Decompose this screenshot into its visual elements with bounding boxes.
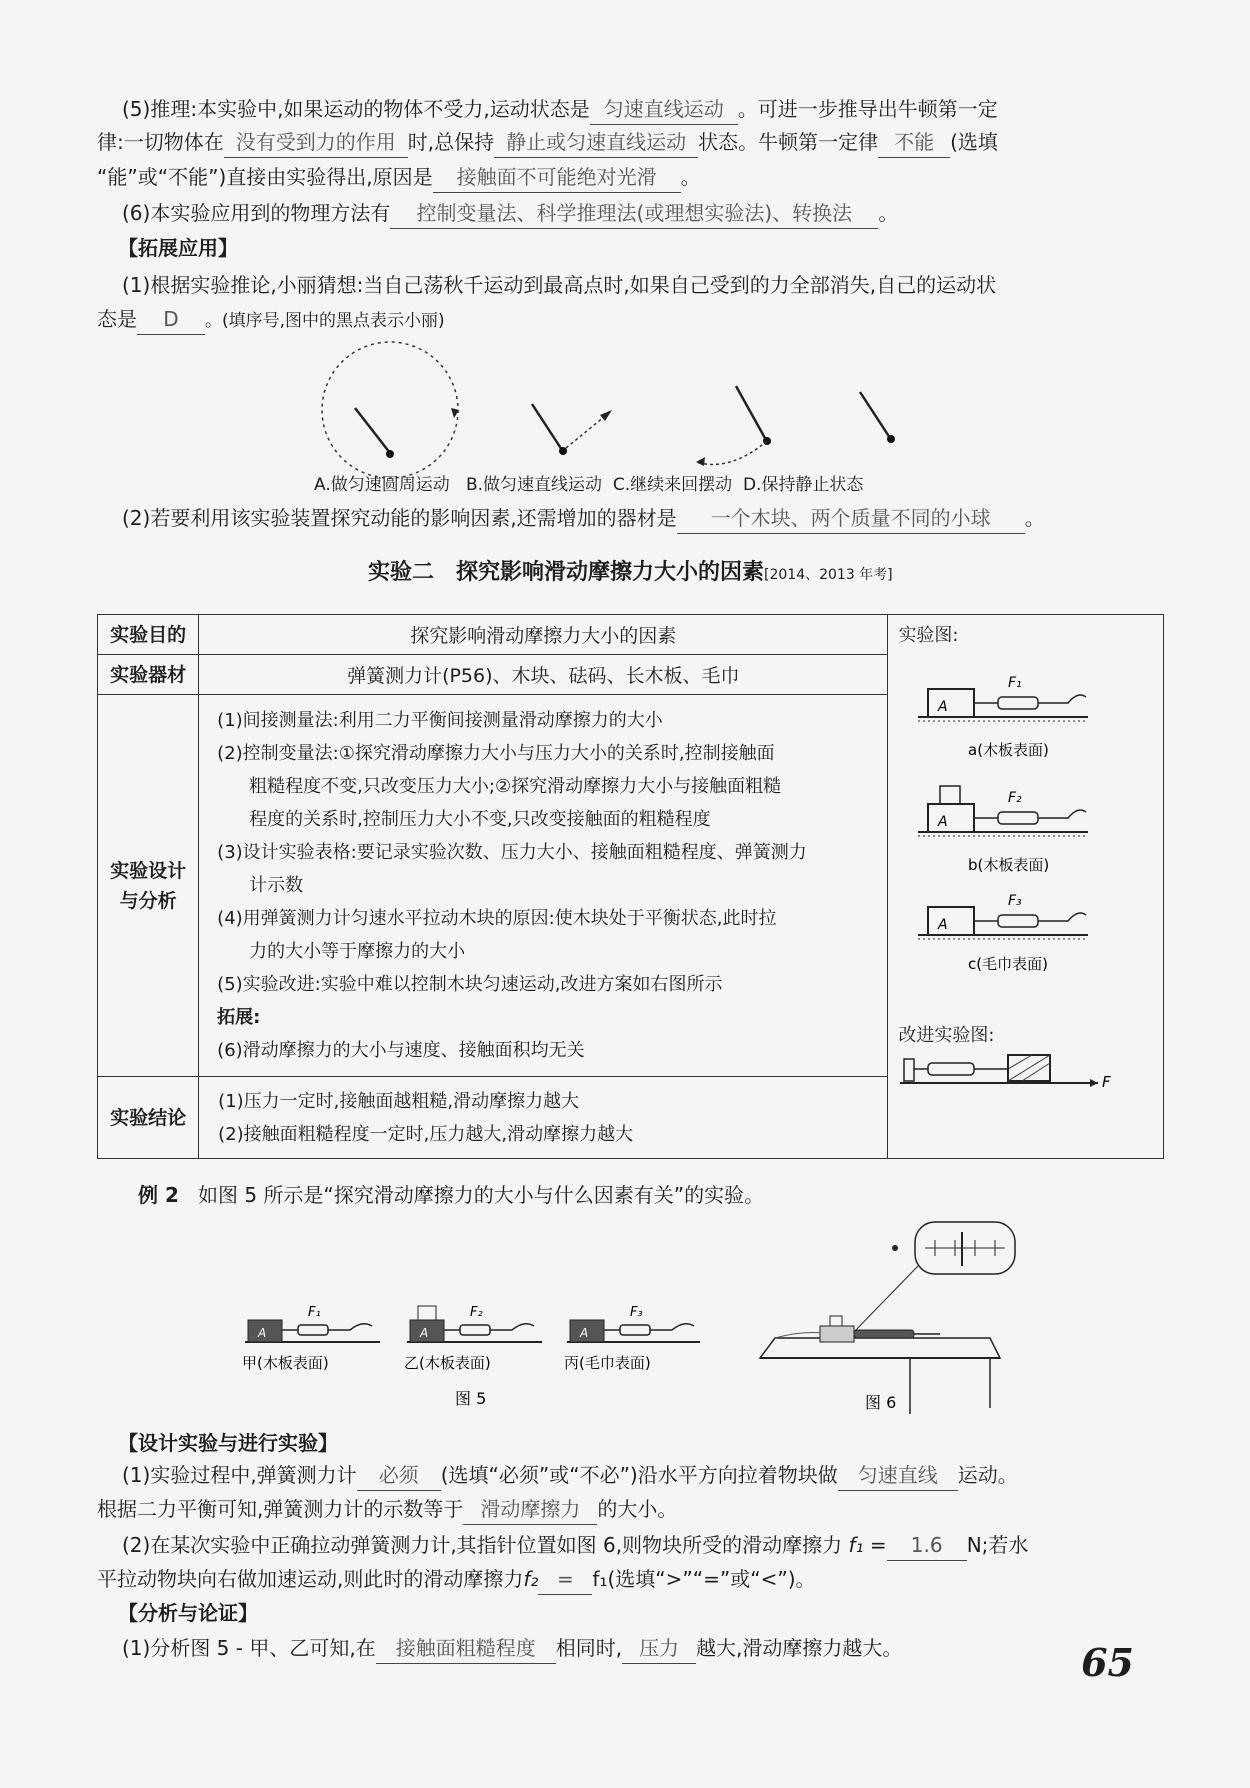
answer-blank: 接触面粗糙程度 — [376, 1633, 556, 1664]
ex2-text: 平拉动物块向右做加速运动,则此时的滑动摩擦力 — [97, 1567, 524, 1591]
block-label: A — [580, 1326, 589, 1340]
option-d-diagram — [860, 392, 895, 443]
example-2-header — [138, 1180, 1250, 1210]
conclusion-label: 实验结论 — [98, 1077, 199, 1159]
improve-title: 改进实验图: — [898, 1025, 995, 1046]
ext-q1-line2 — [97, 304, 1250, 336]
answer-blank: 匀速直线 — [838, 1460, 958, 1491]
ex2-text: 运动。 — [957, 1463, 1018, 1487]
ex2-text: 根据二力平衡可知,弹簧测力计的示数等于 — [97, 1497, 464, 1521]
design-content — [199, 695, 888, 1077]
p5-text-e: 状态。牛顿第一定律 — [698, 130, 879, 154]
ex2-q1-line1 — [122, 1460, 1250, 1491]
design-item: 力的大小等于摩擦力的大小 — [249, 941, 466, 962]
ex2-text: (选填“必须”或“不必”)沿水平方向拉着物块做 — [440, 1463, 838, 1487]
answer-blank: 压力 — [622, 1633, 696, 1664]
design-label — [98, 695, 199, 1077]
block-label: A — [938, 917, 949, 933]
swing-option-labels — [314, 470, 1250, 500]
force-label: F₁ — [1008, 675, 1023, 691]
design-item: (5)实验改进:实验中难以控制木块匀速运动,改进方案如右图所示 — [217, 974, 723, 995]
p5-line2 — [97, 127, 1250, 158]
answer-blank: D — [137, 304, 205, 335]
setup-c — [918, 893, 1088, 973]
ex2-text: f₁(选填“>”“=”或“<”)。 — [592, 1567, 816, 1591]
option-a-diagram — [322, 342, 459, 478]
p5-text-c: 律:一切物体在 — [97, 130, 224, 154]
design-item: 程度的关系时,控制压力大小不变,只改变接触面的粗糙程度 — [249, 809, 711, 830]
ex2-text: 的大小。 — [597, 1497, 678, 1521]
design-label-line2: 与分析 — [119, 889, 177, 912]
p5-text-g: “能”或“不能”)直接由实验得出,原因是 — [97, 165, 433, 189]
experiment-title — [368, 558, 1250, 590]
p5-text-f: (选填 — [950, 130, 998, 154]
design-item: (4)用弹簧测力计匀速水平拉动木块的原因:使木块处于平衡状态,此时拉 — [217, 908, 777, 929]
design-item: 计示数 — [249, 875, 304, 896]
option-b-label: B.做匀速直线运动 — [465, 475, 603, 495]
design-label-line1: 实验设计 — [110, 859, 187, 882]
ext-text: 。 — [1024, 506, 1045, 530]
answer-blank: 没有受到力的作用 — [224, 127, 408, 158]
option-b-diagram — [532, 404, 612, 455]
experiment-table — [97, 614, 1164, 1159]
section-heading: 【设计实验与进行实验】 — [118, 1431, 338, 1455]
example-label: 例 2 — [138, 1183, 179, 1207]
pic-b-caption: b(木板表面) — [968, 856, 1050, 874]
ex2-q2-line2 — [97, 1564, 1250, 1595]
p5-text-b: 。可进一步推导出牛顿第一定 — [737, 97, 998, 121]
setup-b — [918, 786, 1088, 874]
p6-text-a: (6)本实验应用到的物理方法有 — [122, 201, 391, 225]
ex2-text: (1)分析图 5 - 甲、乙可知,在 — [122, 1636, 376, 1660]
force-label: F₁ — [308, 1305, 321, 1320]
block-label: A — [258, 1326, 267, 1340]
answer-blank: = — [538, 1564, 592, 1595]
ex2-text: (1)实验过程中,弹簧测力计 — [122, 1463, 357, 1487]
ex2-text: 相同时, — [555, 1636, 623, 1660]
p5-text-d: 时,总保持 — [407, 130, 495, 154]
p6-text-b: 。 — [878, 201, 899, 225]
ext-text: 。(填序号,图中的黑点表示小丽) — [205, 311, 445, 331]
exam-year-tag: [2014、2013 年考] — [764, 567, 893, 583]
ext-q1-line1: (1)根据实验推论,小丽猜想:当自己荡秋千运动到最高点时,如果自己受到的力全部消失,自己的运动状 — [122, 273, 997, 297]
fig5-bing-caption: 丙(毛巾表面) — [564, 1354, 651, 1372]
ex2-q1-line2 — [97, 1494, 1250, 1525]
fig5-bing — [564, 1305, 700, 1372]
section-heading: 【分析与论证】 — [118, 1601, 258, 1625]
ext-text: (2)若要利用该实验装置探究动能的影响因素,还需增加的器材是 — [122, 506, 677, 530]
design-item: (1)间接测量法:利用二力平衡间接测量滑动摩擦力的大小 — [217, 710, 663, 731]
force-label: F₂ — [1008, 790, 1023, 806]
answer-blank: 滑动摩擦力 — [463, 1494, 597, 1525]
design-item: (2)控制变量法:①探究滑动摩擦力大小与压力大小的关系时,控制接触面 — [217, 743, 775, 764]
pic-c-caption: c(毛巾表面) — [968, 955, 1049, 973]
design-extension-heading: 拓展: — [217, 1007, 261, 1028]
fig5-yi — [404, 1305, 542, 1372]
force-label: F₃ — [1008, 893, 1023, 909]
equip-value: 弹簧测力计(P56)、木块、砝码、长木板、毛巾 — [199, 655, 888, 695]
block-label: A — [938, 699, 949, 715]
diagram-cell — [888, 615, 1164, 1159]
pic-title: 实验图: — [898, 625, 959, 646]
symbol-f1: f₁ = — [848, 1533, 887, 1557]
p6-line — [122, 198, 1250, 229]
ex2-text: N;若水 — [966, 1533, 1029, 1557]
p5-line1 — [122, 94, 1250, 125]
fig5-jia-caption: 甲(木板表面) — [242, 1354, 329, 1372]
p5-text-a: (5)推理:本实验中,如果运动的物体不受力,运动状态是 — [122, 97, 590, 121]
improved-setup-diagram — [898, 1047, 1133, 1097]
answer-blank: 匀速直线运动 — [590, 94, 738, 125]
answer-blank: 1.6 — [887, 1530, 967, 1561]
friction-setup-diagrams — [898, 651, 1133, 1021]
fig5-caption: 图 5 — [455, 1389, 487, 1408]
page-number: 65 — [1081, 1640, 1134, 1685]
answer-blank: 控制变量法、科学推理法(或理想实验法)、转换法 — [390, 198, 878, 229]
figure-5 — [240, 1290, 700, 1410]
block-label: A — [420, 1326, 429, 1340]
fig5-jia — [242, 1305, 380, 1372]
p5-line3 — [97, 162, 1250, 193]
ex2-text: (2)在某次实验中正确拉动弹簧测力计,其指针位置如图 6,则物块所受的滑动摩擦力 — [122, 1533, 843, 1557]
answer-blank: 接触面不可能绝对光滑 — [433, 162, 681, 193]
block-label: A — [938, 814, 949, 830]
option-d-label: D.保持静止状态 — [742, 475, 864, 495]
force-label: F₃ — [630, 1305, 643, 1320]
answer-blank: 静止或匀速直线运动 — [494, 127, 698, 158]
answer-blank: 必须 — [357, 1460, 441, 1491]
fig6-caption: 图 6 — [865, 1393, 897, 1412]
conclusion-content — [199, 1077, 888, 1159]
ext-text: 态是 — [97, 307, 137, 331]
conclusion-item: (1)压力一定时,接触面越粗糙,滑动摩擦力越大 — [218, 1090, 580, 1112]
ex2-text: 越大,滑动摩擦力越大。 — [696, 1636, 903, 1660]
option-c-diagram — [696, 386, 771, 466]
equip-label: 实验器材 — [98, 655, 199, 695]
answer-blank: 一个木块、两个质量不同的小球 — [677, 503, 1025, 534]
experiment-title-text: 实验二 探究影响滑动摩擦力大小的因素 — [368, 560, 765, 585]
fig5-yi-caption: 乙(木板表面) — [404, 1354, 491, 1372]
p5-text-h: 。 — [680, 165, 701, 189]
design-item: (6)滑动摩擦力的大小与速度、接触面积均无关 — [217, 1040, 585, 1061]
purpose-value: 探究影响滑动摩擦力大小的因素 — [199, 615, 888, 655]
conclusion-item: (2)接触面粗糙程度一定时,压力越大,滑动摩擦力越大 — [218, 1123, 634, 1145]
pic-a-caption: a(木板表面) — [968, 741, 1050, 759]
purpose-label: 实验目的 — [98, 615, 199, 655]
example-text: 如图 5 所示是“探究滑动摩擦力的大小与什么因素有关”的实验。 — [197, 1183, 765, 1207]
ex2-q2-line1 — [122, 1530, 1250, 1561]
setup-a — [918, 675, 1088, 759]
option-a-label: A.做匀速圆周运动 — [314, 475, 450, 495]
table-row — [98, 615, 1164, 655]
design-item: 粗糙程度不变,只改变压力大小;②探究滑动摩擦力大小与接触面粗糙 — [249, 776, 782, 797]
option-c-label: C.继续来回摆动 — [612, 475, 733, 495]
ext-q2-line — [122, 503, 1250, 534]
figure-6 — [750, 1218, 1020, 1414]
section-heading: 【拓展应用】 — [118, 236, 238, 260]
force-label: F — [1102, 1073, 1112, 1091]
answer-blank: 不能 — [878, 127, 950, 158]
symbol-f2: f₂ — [523, 1567, 539, 1591]
design-item: (3)设计实验表格:要记录实验次数、压力大小、接触面粗糙程度、弹簧测力 — [217, 842, 807, 863]
force-label: F₂ — [470, 1305, 483, 1320]
